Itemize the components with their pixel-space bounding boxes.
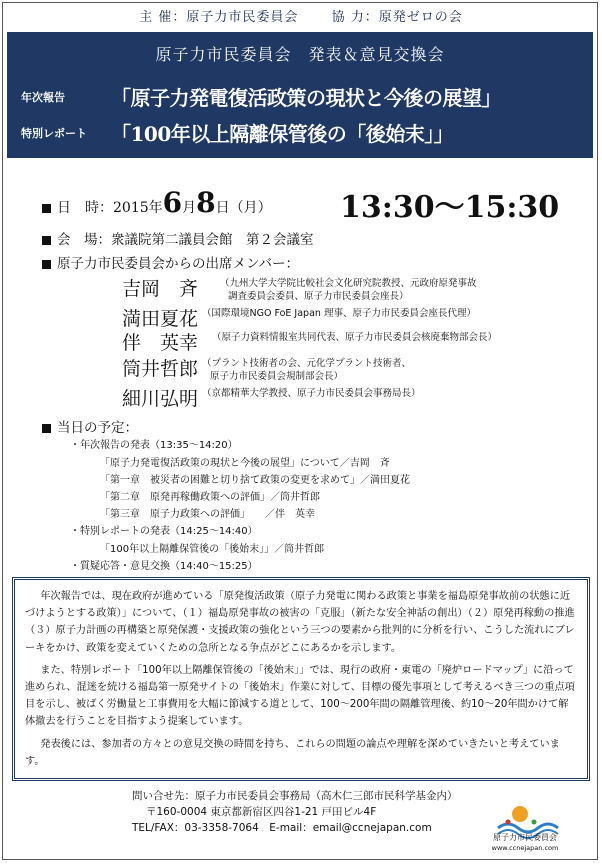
bullet-square-icon bbox=[42, 204, 51, 213]
venue-text: 衆議院第二議員会館 第２会議室 bbox=[111, 232, 314, 248]
bullet-square-icon bbox=[42, 424, 51, 433]
contact-org: 問い合せ先：原子力市民委員会事務局（高木仁三郎市民科学基金内） bbox=[132, 790, 458, 802]
member-name: 満田夏花 bbox=[122, 308, 199, 330]
annual-report-title: 「原子力発電復活政策の現状と今後の展望」 bbox=[111, 86, 501, 110]
date-label: 日 時： bbox=[57, 200, 113, 216]
special-report-row bbox=[21, 118, 453, 147]
schedule-item: 「原子力発電復活政策の現状と今後の展望」について／吉岡 斉 bbox=[100, 458, 390, 469]
member-desc: （原子力資料情報室共同代表、原子力市民委員会核廃棄物部会長） bbox=[212, 332, 498, 343]
date-month: 6 bbox=[162, 186, 183, 219]
date-line bbox=[42, 186, 560, 225]
description-paragraph: 発表後には、参加者の方々との意見交換の時間を持ち、これらの問題の論点や理解を深めていきたいと考えています。 bbox=[25, 738, 560, 767]
event-title: 原子力市民委員会 発表＆意見交換会 bbox=[155, 45, 445, 64]
logo-url: www.ccnejapan.com bbox=[491, 844, 559, 852]
description-box bbox=[12, 577, 590, 781]
date-day: 8 bbox=[196, 186, 216, 219]
schedule-heading bbox=[42, 416, 138, 436]
venue-line bbox=[42, 228, 314, 248]
date-year: 2015年 bbox=[113, 200, 163, 216]
annual-report-row bbox=[21, 82, 501, 111]
contact-address: 〒160-0004 東京都新宿区四谷1-21 戸田ビル4F bbox=[146, 806, 377, 818]
organizer-line bbox=[0, 6, 602, 25]
bullet-square-icon bbox=[42, 236, 51, 245]
member-desc: （プラント技術者の会、元化学プラント技術者、 原子力市民委員会規制部会長） bbox=[202, 358, 412, 382]
event-time: 13:30〜15:30 bbox=[340, 190, 560, 225]
schedule-item: 「第二章 原発再稼働政策への評価」／筒井哲郎 bbox=[100, 492, 320, 503]
contact-phone: TEL/FAX：03-3358-7064 E-mail：email@ccnejapan.com bbox=[132, 822, 432, 834]
sponsor-text: 主 催：原子力市民委員会 bbox=[139, 10, 299, 25]
date-day-unit: 日 bbox=[215, 200, 230, 216]
schedule-item: ・年次報告の発表（13:35〜14:20） bbox=[70, 440, 238, 451]
bullet-square-icon bbox=[42, 260, 51, 269]
contact-info bbox=[132, 788, 458, 836]
member-item bbox=[122, 384, 421, 411]
ccne-logo-icon bbox=[478, 792, 570, 852]
member-item bbox=[122, 274, 477, 303]
special-report-title: 「100年以上隔離保管後の「後始末」」 bbox=[111, 122, 454, 146]
member-desc: （九州大学大学院比較社会文化研究院教授、元政府原発事故 調査委員会委員、原子力市民委員会座長） bbox=[220, 278, 477, 302]
member-item bbox=[122, 304, 476, 331]
title-banner bbox=[7, 32, 593, 158]
schedule-item: 「第一章 被災者の困難と切り捨て政策の変更を求めて」／満田夏花 bbox=[100, 475, 410, 486]
member-name: 吉岡 斉 bbox=[122, 278, 199, 300]
schedule-item: 「100年以上隔離保管後の「後始末」」／筒井哲郎 bbox=[100, 544, 325, 555]
logo-text: 原子力市民委員会 bbox=[493, 833, 557, 842]
member-desc: （京都精華大学教授、原子力市民委員会事務局長） bbox=[202, 388, 421, 399]
cooperation-text: 協 力：原発ゼロの会 bbox=[331, 10, 463, 25]
schedule-label: 当日の予定： bbox=[57, 420, 138, 436]
annual-report-tag: 年次報告 bbox=[21, 90, 65, 104]
members-label: 原子力市民委員会からの出席メンバー： bbox=[57, 256, 300, 272]
member-item bbox=[122, 328, 497, 355]
schedule-item: ・特別レポートの発表（14:25〜14:40） bbox=[70, 526, 258, 537]
date-weekday: （月） bbox=[229, 200, 272, 216]
member-desc: （国際環境NGO FoE Japan 理事、原子力市民委員会座長代理） bbox=[202, 308, 476, 319]
description-paragraph: また、特別レポート「100年以上隔離保管後の「後始末」」では、現行の政府・東電の「廃炉ロードマップ」に沿って進められ、混迷を続ける福島第一原発サイトの「後始末」作業に対して、目標の優先事項として考えるべき三つの重点項目を示し、被ばく労働量と工事費用を大幅に節減する道として、100〜200年間の隔離管理後、約10〜20年間かけて解体撤去を行うことを目指すよう提案しています。 bbox=[25, 664, 575, 728]
members-heading bbox=[42, 252, 299, 272]
special-report-tag: 特別レポート bbox=[21, 126, 87, 140]
date-month-unit: 月 bbox=[182, 200, 197, 216]
member-name: 細川弘明 bbox=[122, 388, 199, 410]
member-name: 伴 英幸 bbox=[122, 332, 199, 354]
description-paragraph: 年次報告では、現在政府が進めている「原発復活政策（原子力発電に関わる政策と事業を福島原発事故前の状態に近づけようとする政策）」について、（１）福島原発事故の被害の「克服」（新たな安全神話の創出）（２）原発再稼動の推進（３）原子力計画の再構築と原発保護・支援政策の強化という三つの要素から批判的に分析を行い、こうした流れにブレーキをかけ、政策を変えていくための急所となる争点がどこにあるかを示します。 bbox=[25, 591, 575, 654]
member-name: 筒井哲郎 bbox=[122, 358, 199, 380]
schedule-item: ・質疑応答・意見交換（14:40〜15:25） bbox=[70, 561, 258, 572]
venue-label: 会 場： bbox=[57, 232, 111, 248]
member-item bbox=[122, 354, 411, 383]
schedule-item: 「第三章 原子力政策への評価」 ／伴 英幸 bbox=[100, 509, 315, 520]
